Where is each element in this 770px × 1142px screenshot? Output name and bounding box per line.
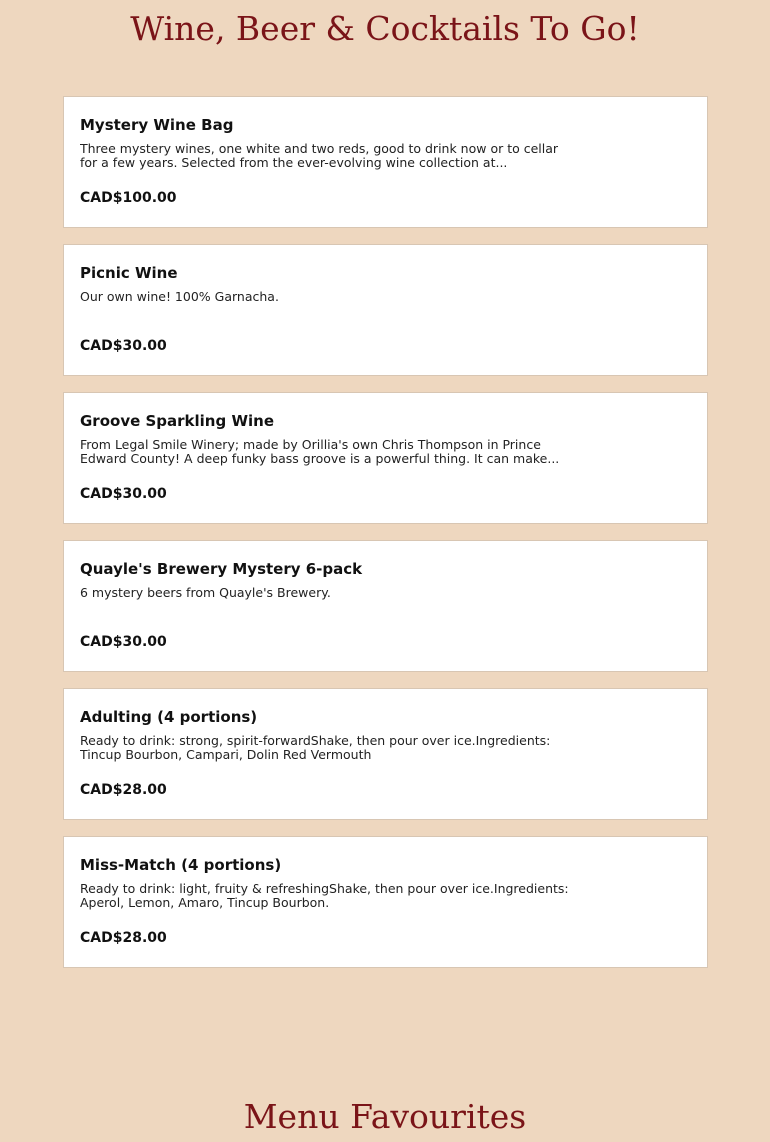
item-price: CAD$28.00 (80, 782, 167, 798)
menu-item-card[interactable] (63, 688, 708, 820)
item-name: Adulting (4 portions) (80, 708, 258, 726)
item-name: Mystery Wine Bag (80, 116, 234, 134)
item-description: From Legal Smile Winery; made by Orillia's own Chris Thompson in Prince Edward County! A deep funky bass groove is a powerful thing. It can make... (80, 438, 560, 466)
menu-item-card[interactable] (63, 540, 708, 672)
item-name: Groove Sparkling Wine (80, 412, 274, 430)
item-price: CAD$30.00 (80, 338, 167, 354)
menu-item-card[interactable] (63, 96, 708, 228)
menu-item-card[interactable] (63, 836, 708, 968)
menu-item-list (63, 96, 708, 984)
menu-item-card[interactable] (63, 244, 708, 376)
item-price: CAD$30.00 (80, 486, 167, 502)
item-description: 6 mystery beers from Quayle's Brewery. (80, 586, 331, 600)
menu-item-card[interactable] (63, 392, 708, 524)
item-name: Miss-Match (4 portions) (80, 856, 282, 874)
item-description: Our own wine! 100% Garnacha. (80, 290, 279, 304)
item-price: CAD$28.00 (80, 930, 167, 946)
page-title: Wine, Beer & Cocktails To Go! (130, 9, 640, 48)
item-description: Ready to drink: light, fruity & refreshingShake, then pour over ice.Ingredients: Aperol, Lemon, Amaro, Tincup Bourbon. (80, 882, 569, 910)
item-name: Picnic Wine (80, 264, 178, 282)
section-title-menu-favourites: Menu Favourites (243, 1097, 527, 1136)
item-description: Ready to drink: strong, spirit-forwardShake, then pour over ice.Ingredients: Tincup Bourbon, Campari, Dolin Red Vermouth (80, 734, 551, 762)
item-description: Three mystery wines, one white and two reds, good to drink now or to cellar for a few years. Selected from the ever-evolving wine collection at... (80, 142, 559, 170)
item-name: Quayle's Brewery Mystery 6-pack (80, 560, 363, 578)
item-price: CAD$30.00 (80, 634, 167, 650)
item-price: CAD$100.00 (80, 190, 177, 206)
